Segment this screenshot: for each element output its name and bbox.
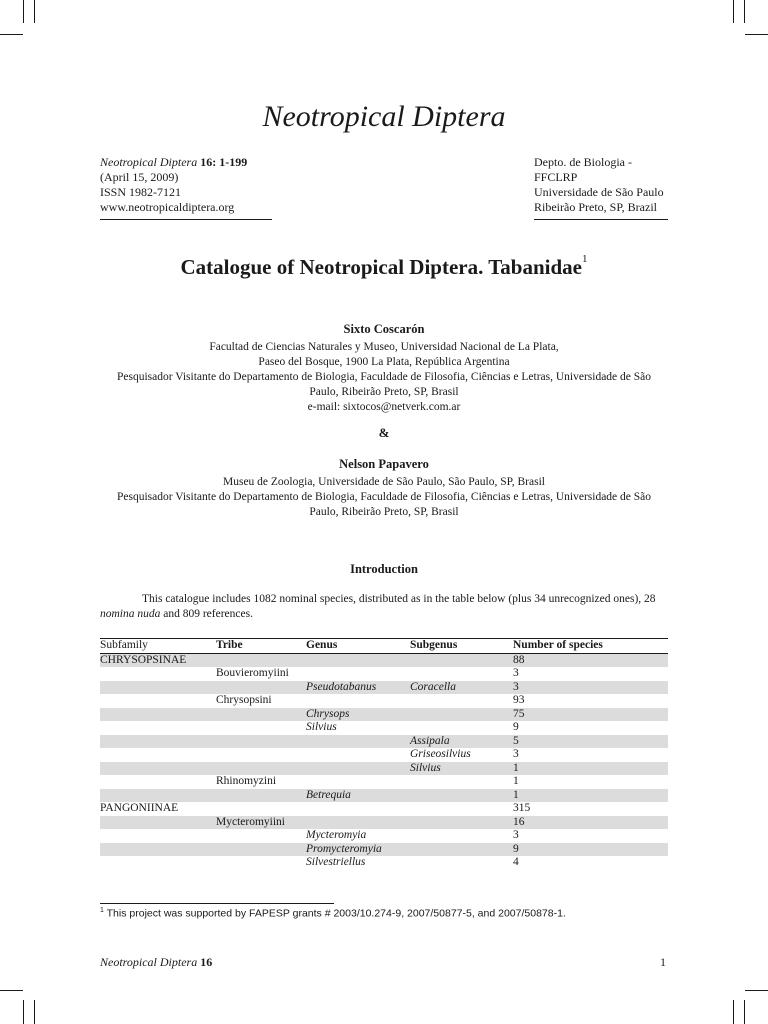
column-header: Subfamily [100, 639, 148, 651]
table-cell: Silvius [306, 721, 337, 733]
table-row [100, 789, 668, 803]
table-cell [216, 856, 306, 870]
volume-pages: 16: 1-199 [200, 155, 248, 169]
table-row [100, 762, 668, 776]
column-header: Genus [306, 639, 338, 651]
table-cell [410, 667, 513, 681]
table-cell [306, 802, 410, 816]
table-row [100, 708, 668, 722]
table-cell [216, 829, 306, 843]
table-cell [306, 653, 410, 667]
table-cell [216, 802, 306, 816]
table-cell [100, 775, 216, 789]
affiliation-line: Facultad de Ciencias Naturales y Museo, Universidad Nacional de La Plata, [209, 341, 559, 353]
crop-mark [744, 0, 745, 23]
table-cell [410, 708, 513, 722]
affiliation-line: Paulo, Ribeirão Preto, SP, Brasil [309, 386, 459, 398]
issue-date: (April 15, 2009) [100, 170, 179, 184]
affiliation-line: Pesquisador Visitante do Departamento de Biologia, Faculdade de Filosofia, Ciências e Letras, Universidade de São [116, 491, 652, 503]
crop-mark [733, 0, 734, 23]
footnote-marker[interactable]: 1 [582, 253, 588, 265]
header-rule [534, 219, 668, 220]
table-row [100, 843, 668, 857]
table-cell [306, 748, 410, 762]
table-cell [410, 775, 513, 789]
table-cell [216, 708, 306, 722]
table-cell [216, 789, 306, 803]
crop-mark [23, 1000, 24, 1024]
table-cell: 5 [513, 735, 668, 749]
table-cell [100, 789, 216, 803]
table-cell [306, 816, 410, 830]
footnote [100, 907, 566, 920]
crop-mark [745, 990, 768, 991]
table-cell: Rhinomyzini [216, 775, 277, 787]
table-cell: 9 [513, 721, 519, 733]
website-link[interactable]: www.neotropicaldiptera.org [100, 200, 235, 214]
crop-mark [744, 1000, 745, 1024]
table-cell: Bouvieromyiini [216, 667, 289, 679]
crop-mark [34, 1000, 35, 1024]
table-cell [100, 856, 216, 870]
author-block-2 [90, 457, 678, 520]
intro-paragraph [100, 592, 668, 622]
table-cell [100, 843, 216, 857]
table-cell [216, 721, 306, 735]
table-cell [216, 681, 306, 695]
table-cell [100, 829, 216, 843]
table-cell [216, 843, 306, 857]
table-cell [410, 802, 513, 816]
table-cell: Coracella [410, 681, 513, 695]
table-cell: 93 [513, 694, 525, 706]
footer-volume: 16 [200, 955, 213, 969]
table-cell [410, 843, 513, 857]
footer-journal-name: Neotropical Diptera [100, 955, 198, 969]
table-cell [306, 735, 410, 749]
table-row [100, 829, 668, 843]
table-cell: 1 [513, 789, 668, 803]
table-cell [306, 694, 410, 708]
citation-block [100, 155, 272, 220]
table-cell [100, 708, 216, 722]
table-cell [100, 762, 216, 776]
publisher-address [534, 155, 668, 220]
table-cell [410, 829, 513, 843]
table-row [100, 681, 668, 695]
table-cell [410, 694, 513, 708]
crop-mark [733, 1000, 734, 1024]
column-header: Number of species [513, 639, 603, 651]
affiliation-line: Paseo del Bosque, 1900 La Plata, República Argentina [258, 356, 510, 368]
table-cell [410, 653, 513, 667]
table-row [100, 694, 668, 708]
table-cell: 88 [513, 653, 668, 667]
table-row [100, 653, 668, 667]
table-cell: 315 [513, 802, 531, 814]
table-cell [410, 789, 513, 803]
intro-text: and 809 references. [160, 608, 253, 620]
table-cell [410, 721, 513, 735]
paper-title [0, 255, 768, 280]
column-header: Tribe [216, 639, 243, 651]
header-rule [100, 219, 272, 220]
intro-italic-term: nomina nuda [100, 608, 161, 620]
column-header: Subgenus [410, 639, 458, 651]
table-row [100, 856, 668, 870]
affiliation-line: Paulo, Ribeirão Preto, SP, Brasil [309, 506, 459, 518]
table-header-row [100, 639, 668, 654]
table-cell: Mycteromyia [306, 829, 367, 841]
table-cell: Mycteromyiini [216, 816, 306, 830]
issn: ISSN 1982-7121 [100, 185, 182, 199]
table-cell [100, 681, 216, 695]
page-footer-journal [100, 955, 212, 970]
journal-name: Neotropical Diptera [100, 155, 198, 169]
table-cell: 4 [513, 856, 519, 868]
table-row [100, 748, 668, 762]
table-cell: Pseudotabanus [306, 681, 410, 695]
table-cell [306, 667, 410, 681]
table-cell: Promycteromyia [306, 843, 410, 857]
table-row [100, 721, 668, 735]
address-line: Ribeirão Preto, SP, Brazil [534, 200, 657, 214]
table-cell [216, 653, 306, 667]
table-cell [306, 762, 410, 776]
author-block-1 [90, 322, 678, 415]
crop-mark [0, 990, 23, 991]
table-cell: 3 [513, 829, 519, 841]
table-cell [410, 856, 513, 870]
table-row [100, 816, 668, 830]
table-cell: 75 [513, 708, 668, 722]
table-cell [100, 694, 216, 708]
crop-mark [0, 34, 23, 35]
table-cell [306, 775, 410, 789]
table-row [100, 802, 668, 816]
author-name: Sixto Coscarón [343, 322, 425, 336]
table-cell: PANGONIINAE [100, 802, 179, 814]
table-cell: Silvius [410, 762, 513, 776]
species-table [100, 638, 668, 870]
section-heading: Introduction [350, 562, 418, 576]
ampersand: & [378, 425, 390, 440]
crop-mark [23, 0, 24, 23]
table-cell [100, 748, 216, 762]
table-row [100, 735, 668, 749]
journal-title: Neotropical Diptera [262, 100, 506, 133]
table-cell: 3 [513, 667, 519, 679]
crop-mark [745, 34, 768, 35]
paper-title-text: Catalogue of Neotropical Diptera. Tabanidae [180, 255, 583, 279]
address-line: Depto. de Biologia - FFCLRP [534, 155, 632, 184]
author-name: Nelson Papavero [339, 457, 429, 471]
table-row [100, 775, 668, 789]
table-cell [410, 816, 513, 830]
footnote-rule [100, 903, 334, 904]
table-cell [216, 735, 306, 749]
intro-text: This catalogue includes 1082 nominal species, distributed as in the table below (plus 34 unrecognized ones), 28 [142, 593, 656, 605]
table-cell: 1 [513, 762, 668, 776]
table-cell: Assipala [410, 735, 513, 749]
table-cell [100, 667, 216, 681]
affiliation-line: Pesquisador Visitante do Departamento de Biologia, Faculdade de Filosofia, Ciências e Letras, Universidade de São [116, 371, 652, 383]
table-cell: 3 [513, 748, 519, 760]
table-cell: Chrysops [306, 708, 410, 722]
table-cell: Griseosilvius [410, 748, 471, 760]
table-cell: 16 [513, 816, 668, 830]
footnote-text: This project was supported by FAPESP grants # 2003/10.274-9, 2007/50877-5, and 2007/50878-1. [103, 907, 566, 920]
table-cell [100, 735, 216, 749]
table-cell: CHRYSOPSINAE [100, 653, 216, 667]
address-line: Universidade de São Paulo [534, 185, 664, 199]
crop-mark [34, 0, 35, 23]
table-cell [216, 762, 306, 776]
table-cell [100, 721, 216, 735]
footnote-mark: 1 [100, 907, 104, 914]
table-cell: Chrysopsini [216, 694, 272, 706]
author-email[interactable]: e-mail: sixtocos@netverk.com.ar [307, 401, 461, 413]
table-cell: 9 [513, 843, 668, 857]
table-cell: 1 [513, 775, 519, 787]
table-row [100, 667, 668, 681]
affiliation-line: Museu de Zoologia, Universidade de São Paulo, São Paulo, SP, Brasil [223, 476, 545, 488]
page-number: 1 [660, 955, 666, 969]
table-cell: Betrequia [306, 789, 410, 803]
table-cell [216, 748, 306, 762]
table-cell [100, 816, 216, 830]
table-cell: Silvestriellus [306, 856, 366, 868]
table-cell: 3 [513, 681, 668, 695]
